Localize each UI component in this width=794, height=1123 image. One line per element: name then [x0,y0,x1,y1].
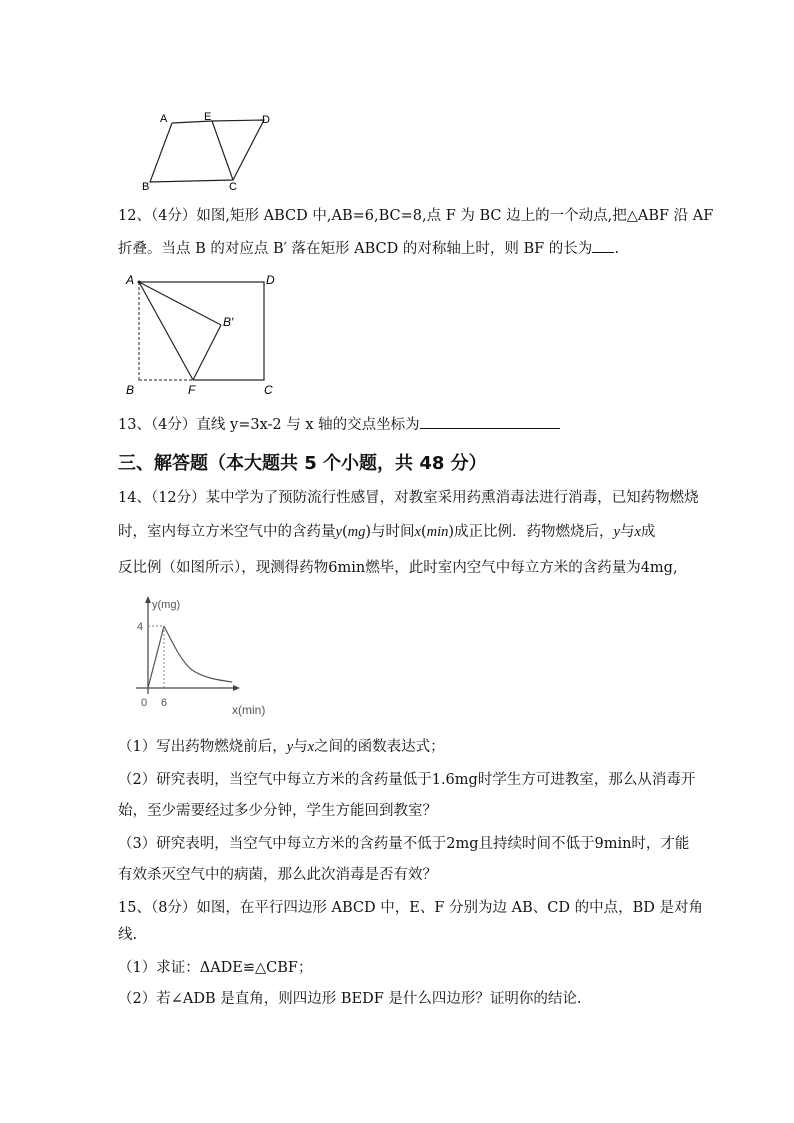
graph-y-tick-4: 4 [137,621,144,633]
q14-paren-close-1: ) [365,524,372,540]
figure-rectangle-fold [122,270,282,400]
section-3-title: 三、解答题（本大题共 5 个小题，共 48 分） [118,453,487,474]
fig1-label-b: B [142,181,150,192]
fig1-label-e: E [204,111,212,123]
graph-xlabel: x(min) [232,703,266,717]
q13-text: 13、（4分）直线 y=3x-2 与 x 轴的交点坐标为 [118,417,420,433]
q14-var-x: x [414,524,421,540]
q14-line2-a: 时，室内每立方米空气中的含药量 [118,524,336,540]
q14-part3-line2: 有效杀灭空气中的病菌，那么此次消毒是否有效？ [118,867,437,883]
q15-part1: （1）求证：ΔADE≌△CBF； [118,960,313,976]
q14-p1-c: 之间的函数表达式； [314,739,445,755]
q12-line2-end: . [614,241,619,257]
q14-paren-open-1: ( [341,524,348,540]
q14-p1-b: 与 [293,739,308,755]
q14-line2-c: 成正比例．药物燃烧后， [454,524,614,540]
graph-ylabel: y(mg) [152,599,181,611]
q14-p1-var-x: x [307,739,315,755]
q14-line2-d: 与 [619,524,635,540]
q13-line [118,414,688,435]
fig2-label-bprime: B′ [223,315,234,329]
q15-line1: 15、（8分）如图，在平行四边形 ABCD 中，E、F 分别为边 AB、CD 的中点，BD 是对角 [118,900,703,916]
fig1-label-c: C [229,181,237,192]
graph-x-tick-6: 6 [161,697,168,709]
fig2-label-a: A [126,273,135,287]
q14-paren-close-2: ) [448,524,455,540]
q14-p1-var-y: y [286,739,294,755]
fig2-label-f: F [188,383,196,397]
fig2-label-b: B [126,383,135,397]
figure-parallelogram-aedcb [138,108,278,192]
q14-part3-line1: （3）研究表明，当空气中每立方米的含药量不低于2mg且持续时间不低于9min时，才能 [118,836,690,852]
q12-line1: 12、（4分）如图,矩形 ABCD 中,AB=6,BC=8,点 F 为 BC 边上的一个动点,把△ABF 沿 AF [118,208,714,224]
q14-graph [126,594,276,720]
q14-var-y2: y [613,524,620,540]
q14-line3: 反比例（如图所示），现测得药物6min燃毕，此时室内空气中每立方米的含药量为4mg, [118,560,678,576]
q14-line2-e: 成 [640,524,656,540]
q14-line2-b: 与时间 [371,524,415,540]
q14-paren-open-2: ( [420,524,427,540]
q15-line2: 线. [118,927,138,943]
fig2-label-c: C [264,383,273,397]
q13-answer-blank[interactable] [420,414,560,429]
fig2-label-d: D [266,273,275,287]
fig1-label-d: D [262,114,270,126]
q12-line2-text: 折叠。当点 B 的对应点 B′ 落在矩形 ABCD 的对称轴上时，则 BF 的长为 [118,241,593,257]
q14-part1 [118,737,688,757]
q12-answer-blank[interactable] [592,238,614,253]
q14-unit-min: min [426,524,449,540]
q14-var-x2: x [634,524,641,540]
q14-part2-line1: （2）研究表明，当空气中每立方米的含药量低于1.6mg时学生方可进教室，那么从消毒开 [118,772,696,788]
q15-part2: （2）若∠ADB 是直角，则四边形 BEDF 是什么四边形？证明你的结论. [118,991,582,1007]
q14-p1-a: （1）写出药物燃烧前后， [118,739,287,755]
q14-line1: 14、（12分）某中学为了预防流行性感冒，对教室采用药熏消毒法进行消毒，已知药物燃烧 [118,490,699,506]
q14-part2-line2: 始，至少需要经过多少分钟，学生方能回到教室？ [118,803,437,819]
q12-line2 [118,238,688,259]
q14-unit-mg: mg [347,524,366,540]
fig1-label-a: A [160,113,168,125]
graph-origin: 0 [141,697,148,709]
q14-line2 [118,522,688,542]
q14-var-y: y [335,524,342,540]
